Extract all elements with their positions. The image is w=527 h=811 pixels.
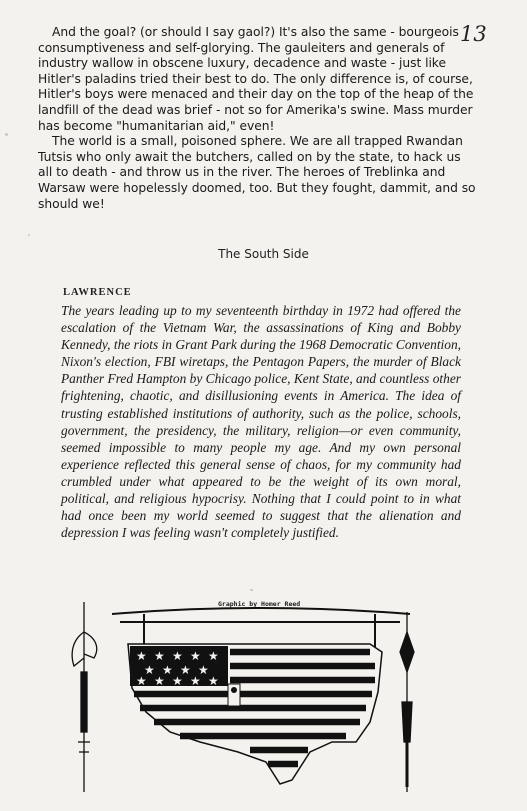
svg-text:★: ★ — [144, 663, 155, 677]
halberd-left-icon — [72, 602, 97, 792]
svg-text:★: ★ — [190, 674, 201, 688]
usa-map-shape-icon — [128, 644, 382, 784]
svg-text:★: ★ — [154, 649, 165, 663]
paper-speck — [250, 589, 253, 591]
graphic-credit: Graphic by Homer Reed — [218, 600, 301, 608]
paper-speck — [5, 133, 8, 136]
intro-paragraph: And the goal? (or should I say gaol?) It's also the same - bourgeois consumptiveness and self-glorying. The gauleiters and generals of industry wallow in obscene luxury, decadence and waste - just like Hitler's paladins tried their best to do. The only difference is, of course, Hitler's boys were menaced and their day on the top of the heap of the landfill of the dead was brief - not so for Amerika's swine. Mass murder has become "humanitarian aid," even! — [38, 25, 474, 133]
svg-text:★: ★ — [172, 649, 183, 663]
svg-text:★: ★ — [136, 674, 147, 688]
svg-text:★: ★ — [208, 674, 219, 688]
memoir-text: The years leading up to my seventeenth birthday in 1972 had offered the escalation of the Vietnam War, the assassinations of King and Bobby Kennedy, the riots in Grant Park during the 1968 Democratic Convention, Nixon's election, FBI wiretaps, the Pentagon Papers, the murder of Black Panther Fred Hampton by Chicago police, Kent State, and countless other frightening, chaotic, and disillusioning events in America. The idea of trusting established institutions of authority, such as the police, schools, government, the presidency, the military, religion—or even community, seemed impossible to many people my age. And my own personal experience reflected this general sense of chaos, for my community had crumbled under what appeared to be the weight of its own moral, political, and religious hypocrisy. Nothing that I could point to in what had once been my world seemed to suggest that the alienation and depression I was feeling wasn't completely justified. — [61, 303, 461, 541]
svg-text:★: ★ — [154, 674, 165, 688]
svg-text:★: ★ — [162, 663, 173, 677]
intro-text — [38, 25, 476, 212]
intro-paragraph: The world is a small, poisoned sphere. We are all trapped Rwandan Tutsis who only await the butchers, called on by the state, to hack us all to death - and throw us in the river. The heroes of Treblinka and Warsaw were hopelessly doomed, too. But they fought, dammit, and so should we! — [38, 134, 476, 211]
author-byline: LAWRENCE — [63, 287, 132, 298]
svg-text:★: ★ — [198, 663, 209, 677]
paper-speck — [28, 234, 30, 236]
spear-right-icon — [400, 612, 414, 792]
flag-map-graphic — [70, 592, 425, 797]
svg-text:★: ★ — [190, 649, 201, 663]
page-number: 13 — [460, 22, 487, 46]
svg-text:★: ★ — [180, 663, 191, 677]
section-heading: The South Side — [218, 247, 309, 261]
svg-text:★: ★ — [208, 649, 219, 663]
svg-text:★: ★ — [136, 649, 147, 663]
svg-text:★: ★ — [172, 674, 183, 688]
